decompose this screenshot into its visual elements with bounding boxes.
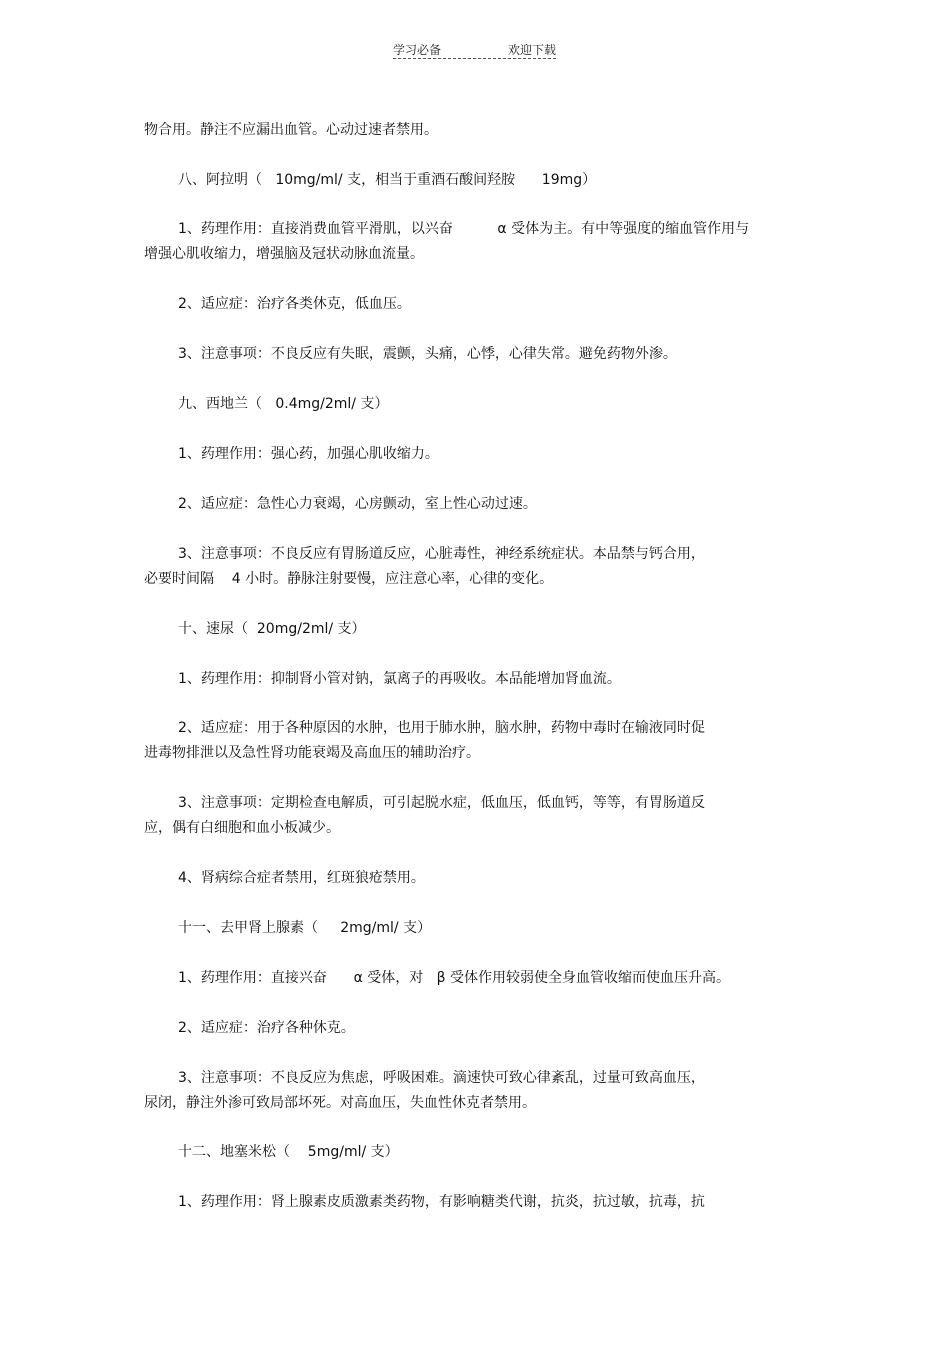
paragraph-line: 进毒物排泄以及急性肾功能衰竭及高血压的辅助治疗。	[144, 745, 480, 761]
section-heading: 十二、地塞米松（ 5mg/ml/ 支）	[178, 1144, 399, 1160]
paragraph-line: 2、适应症：治疗各种休克。	[178, 1020, 355, 1036]
paragraph-line: 2、适应症：用于各种原因的水肿，也用于肺水肿，脑水肿，药物中毒时在输液同时促	[178, 720, 705, 736]
paragraph-line: 3、注意事项：不良反应有胃肠道反应，心脏毒性，神经系统症状。本品禁与钙合用，	[178, 546, 705, 562]
paragraph-line: 1、药理作用：直接消费血管平滑肌，以兴奋 α 受体为主。有中等强度的缩血管作用与	[178, 221, 750, 237]
paragraph-line: 必要时间隔 4 小时。静脉注射要慢，应注意心率，心律的变化。	[144, 571, 554, 587]
paragraph-line: 4、肾病综合症者禁用，红斑狼疮禁用。	[178, 870, 425, 886]
page-header	[393, 40, 556, 59]
section-heading: 十一、去甲肾上腺素（ 2mg/ml/ 支）	[178, 920, 432, 936]
section-heading: 九、西地兰（ 0.4mg/2ml/ 支）	[178, 396, 389, 412]
paragraph-line: 1、药理作用：抑制肾小管对钠，氯离子的再吸收。本品能增加肾血流。	[178, 671, 621, 687]
section-heading: 八、阿拉明（ 10mg/ml/ 支，相当于重酒石酸间羟胺 19mg）	[178, 172, 597, 188]
paragraph-line: 2、适应症：急性心力衰竭，心房颤动，室上性心动过速。	[178, 496, 537, 512]
paragraph-line: 3、注意事项：不良反应为焦虑，呼吸困难。滴速快可致心律紊乱，过量可致高血压，	[178, 1070, 705, 1086]
paragraph-line: 3、注意事项：定期检查电解质，可引起脱水症，低血压，低血钙，等等，有胃肠道反	[178, 795, 705, 811]
paragraph-line: 1、药理作用：直接兴奋 α 受体，对 β 受体作用较弱使全身血管收缩而使血压升高。	[178, 970, 731, 986]
paragraph-line: 2、适应症：治疗各类休克，低血压。	[178, 296, 411, 312]
paragraph-line: 增强心肌收缩力，增强脑及冠状动脉血流量。	[144, 246, 424, 262]
paragraph-line: 1、药理作用：强心药，加强心肌收缩力。	[178, 446, 439, 462]
paragraph-line: 尿闭，静注外渗可致局部坏死。对高血压，失血性休克者禁用。	[144, 1095, 536, 1111]
header-right-text: 欢迎下载	[507, 43, 556, 57]
paragraph-line: 3、注意事项：不良反应有失眠，震颤，头痛，心悸，心律失常。避免药物外渗。	[178, 346, 677, 362]
section-heading: 十、速尿（ 20mg/2ml/ 支）	[178, 621, 366, 637]
header-left-text: 学习必备	[393, 43, 442, 57]
paragraph-line: 物合用。静注不应漏出血管。心动过速者禁用。	[144, 122, 438, 138]
paragraph-line: 应，偶有白细胞和血小板减少。	[144, 820, 340, 836]
paragraph-line: 1、药理作用：肾上腺素皮质激素类药物，有影响糖类代谢，抗炎，抗过敏，抗毒，抗	[178, 1194, 705, 1210]
